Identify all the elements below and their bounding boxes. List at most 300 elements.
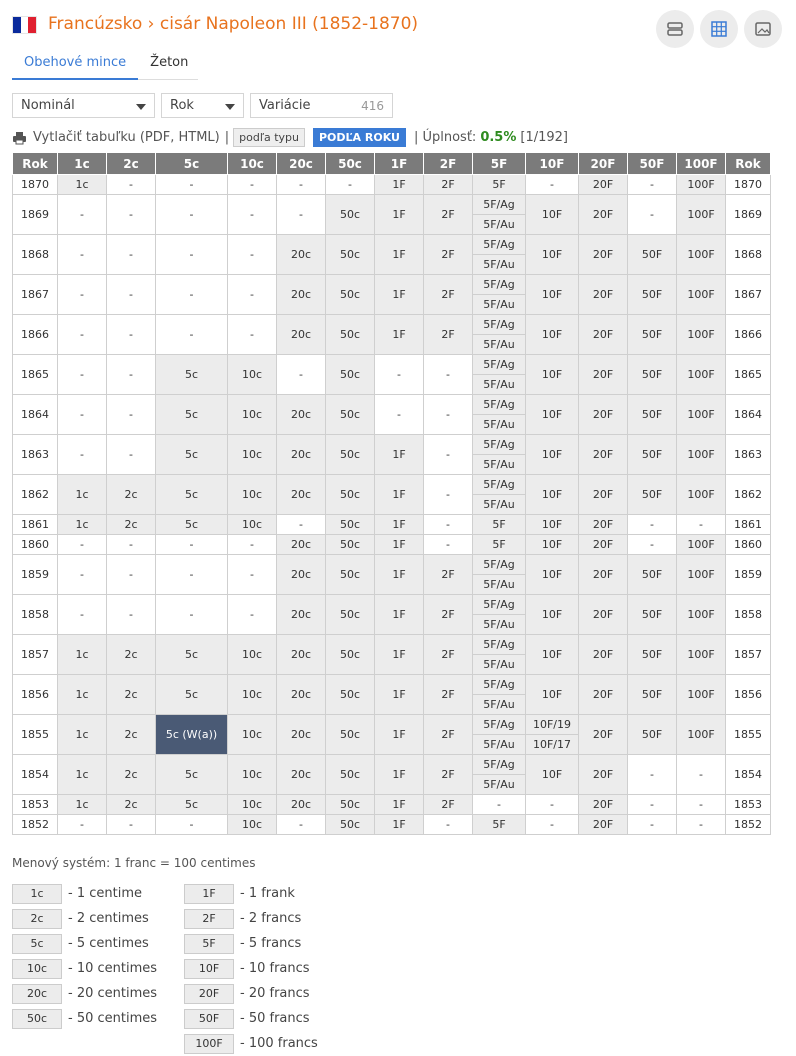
table-cell[interactable]: 10F — [526, 355, 579, 395]
table-cell[interactable]: 10F — [526, 395, 579, 435]
table-cell[interactable]: 5F/Au — [473, 335, 526, 355]
table-cell[interactable]: 1F — [375, 475, 424, 515]
sort-by-type-button[interactable]: podľa typu — [233, 128, 305, 147]
table-cell[interactable]: 100F — [677, 715, 726, 755]
table-cell[interactable]: 1c — [58, 175, 107, 195]
table-cell[interactable]: 100F — [677, 535, 726, 555]
table-cell[interactable]: 5c — [156, 355, 228, 395]
table-cell[interactable]: 2F — [424, 275, 473, 315]
table-cell[interactable]: 20c — [277, 555, 326, 595]
denomination-button[interactable]: 2F — [184, 909, 234, 929]
table-cell[interactable]: 100F — [677, 555, 726, 595]
table-cell[interactable]: 50c — [326, 195, 375, 235]
table-cell[interactable]: 20F — [579, 715, 628, 755]
table-cell[interactable]: 10c — [228, 475, 277, 515]
table-cell[interactable]: 20c — [277, 475, 326, 515]
denomination-button[interactable]: 1F — [184, 884, 234, 904]
table-cell[interactable]: 20c — [277, 635, 326, 675]
table-cell: - — [107, 535, 156, 555]
table-cell[interactable]: 10c — [228, 635, 277, 675]
table-cell[interactable]: 50c — [326, 315, 375, 355]
table-cell[interactable]: 20c — [277, 315, 326, 355]
table-cell[interactable]: 20F — [579, 195, 628, 235]
table-cell[interactable]: 1F — [375, 535, 424, 555]
table-cell[interactable]: 10F — [526, 435, 579, 475]
table-cell[interactable]: 20c — [277, 595, 326, 635]
table-cell[interactable]: 5c — [156, 475, 228, 515]
table-cell[interactable]: 50F — [628, 315, 677, 355]
table-cell: - — [277, 175, 326, 195]
table-cell: - — [58, 195, 107, 235]
column-header: 20c — [277, 153, 326, 175]
table-cell: - — [156, 815, 228, 835]
table-row — [13, 395, 771, 415]
table-cell: 1864 — [726, 395, 771, 435]
denomination-button[interactable]: 50c — [12, 1009, 62, 1029]
tab-obehove-mince[interactable]: Obehové mince — [12, 52, 138, 80]
table-cell: - — [228, 195, 277, 235]
table-cell[interactable]: 20F — [579, 235, 628, 275]
year-select[interactable] — [161, 93, 244, 118]
denomination-button[interactable]: 1c — [12, 884, 62, 904]
table-cell[interactable]: 5F/Ag — [473, 275, 526, 295]
table-cell: 1869 — [726, 195, 771, 235]
table-cell[interactable]: 2c — [107, 675, 156, 715]
table-cell[interactable]: 2c — [107, 755, 156, 795]
table-cell[interactable]: 5F/Ag — [473, 315, 526, 335]
list-view-icon — [666, 20, 684, 38]
table-cell[interactable]: 5F/Ag — [473, 435, 526, 455]
table-cell[interactable]: 20c — [277, 715, 326, 755]
table-cell[interactable]: 5F/Ag — [473, 635, 526, 655]
table-cell[interactable]: 10c — [228, 675, 277, 715]
table-cell[interactable]: 100F — [677, 675, 726, 715]
table-cell: - — [277, 515, 326, 535]
table-cell[interactable]: 1c — [58, 515, 107, 535]
table-cell[interactable]: 1F — [375, 815, 424, 835]
legend-item — [12, 1006, 157, 1031]
table-cell[interactable]: 10F/17 — [526, 735, 579, 755]
table-cell: 1854 — [13, 755, 58, 795]
table-cell: 1860 — [726, 535, 771, 555]
table-cell[interactable]: 5F — [473, 535, 526, 555]
table-cell[interactable]: 10F/19 — [526, 715, 579, 735]
table-cell[interactable]: 20c — [277, 275, 326, 315]
nominal-select[interactable] — [12, 93, 155, 118]
table-cell[interactable]: 50F — [628, 395, 677, 435]
table-cell: - — [375, 355, 424, 395]
denomination-button[interactable]: 2c — [12, 909, 62, 929]
table-cell[interactable]: 20c — [277, 675, 326, 715]
denomination-description: - 50 centimes — [68, 1011, 158, 1026]
table-cell[interactable]: 1F — [375, 195, 424, 235]
table-cell[interactable]: 2c — [107, 515, 156, 535]
table-cell[interactable]: 10F — [526, 755, 579, 795]
table-row — [13, 315, 771, 335]
table-cell[interactable]: 5c — [156, 795, 228, 815]
table-cell[interactable]: 20c — [277, 535, 326, 555]
table-cell[interactable]: 50c — [326, 815, 375, 835]
legend-item — [12, 931, 157, 956]
table-cell: 1858 — [13, 595, 58, 635]
table-cell: - — [424, 475, 473, 515]
table-cell[interactable]: 20F — [579, 515, 628, 535]
table-cell: - — [677, 515, 726, 535]
list-view-button[interactable] — [656, 10, 694, 48]
coin-type-tabs — [12, 52, 198, 80]
table-cell[interactable]: 5F/Ag — [473, 595, 526, 615]
table-cell[interactable]: 5F/Au — [473, 615, 526, 635]
table-cell[interactable]: 10F — [526, 195, 579, 235]
image-view-button[interactable] — [744, 10, 782, 48]
table-cell[interactable]: 1F — [375, 315, 424, 355]
table-cell[interactable]: 50F — [628, 235, 677, 275]
table-cell[interactable]: 5c — [156, 755, 228, 795]
table-cell[interactable]: 1F — [375, 175, 424, 195]
table-cell[interactable]: 2c — [107, 795, 156, 815]
table-cell[interactable]: 50c — [326, 275, 375, 315]
table-cell: - — [107, 815, 156, 835]
table-cell[interactable]: 10F — [526, 675, 579, 715]
table-cell[interactable]: 20c — [277, 435, 326, 475]
printer-icon[interactable] — [12, 131, 27, 145]
table-cell: - — [156, 595, 228, 635]
table-cell[interactable]: 10F — [526, 235, 579, 275]
table-cell[interactable]: 10F — [526, 275, 579, 315]
legend-item — [12, 981, 157, 1006]
table-cell[interactable]: 50F — [628, 435, 677, 475]
table-cell[interactable]: 2F — [424, 175, 473, 195]
table-cell[interactable]: 5F — [473, 515, 526, 535]
denomination-button[interactable]: 5F — [184, 934, 234, 954]
table-cell: - — [107, 315, 156, 355]
table-cell[interactable]: 10c — [228, 795, 277, 815]
table-cell[interactable]: 50c — [326, 435, 375, 475]
table-cell[interactable]: 5F — [473, 175, 526, 195]
table-cell[interactable]: 1c — [58, 715, 107, 755]
grid-icon — [710, 20, 728, 38]
variations-count: 416 — [361, 98, 384, 113]
table-cell: - — [424, 435, 473, 475]
table-cell[interactable]: 20c — [277, 395, 326, 435]
table-cell[interactable]: 10F — [526, 515, 579, 535]
table-cell[interactable]: 1F — [375, 795, 424, 815]
table-cell[interactable]: 20F — [579, 815, 628, 835]
france-flag-icon — [12, 16, 37, 34]
table-cell[interactable]: 100F — [677, 175, 726, 195]
table-cell[interactable]: 5c — [156, 435, 228, 475]
table-cell[interactable]: 5F/Au — [473, 695, 526, 715]
table-cell[interactable]: 2F — [424, 675, 473, 715]
legend-item — [184, 1006, 318, 1031]
table-cell: 1857 — [726, 635, 771, 675]
table-cell[interactable]: 10c — [228, 715, 277, 755]
table-cell[interactable]: 20F — [579, 315, 628, 355]
table-cell[interactable]: 20F — [579, 795, 628, 815]
denomination-button[interactable]: 20c — [12, 984, 62, 1004]
variations-field[interactable] — [250, 93, 393, 118]
table-cell: - — [277, 195, 326, 235]
table-cell[interactable]: 1F — [375, 275, 424, 315]
table-cell[interactable]: 50c — [326, 755, 375, 795]
table-cell[interactable]: 5c — [156, 635, 228, 675]
table-cell: 1853 — [13, 795, 58, 815]
table-cell[interactable]: 20F — [579, 355, 628, 395]
table-cell[interactable]: 1F — [375, 515, 424, 535]
table-cell[interactable]: 20F — [579, 175, 628, 195]
table-cell[interactable]: 100F — [677, 595, 726, 635]
table-cell[interactable]: 1c — [58, 795, 107, 815]
table-cell[interactable]: 5F/Au — [473, 575, 526, 595]
table-cell[interactable]: 1F — [375, 635, 424, 675]
table-view-button[interactable] — [700, 10, 738, 48]
table-cell[interactable]: 5F/Au — [473, 415, 526, 435]
table-cell[interactable]: 20F — [579, 395, 628, 435]
table-cell[interactable]: 5F/Au — [473, 375, 526, 395]
table-cell[interactable]: 1c — [58, 635, 107, 675]
table-cell: 1866 — [726, 315, 771, 355]
tab-zeton[interactable]: Žeton — [150, 55, 189, 70]
table-cell[interactable]: 10c — [228, 815, 277, 835]
column-header: 1c — [58, 153, 107, 175]
table-cell[interactable]: 5F — [473, 815, 526, 835]
image-icon — [754, 20, 772, 38]
table-cell[interactable]: 1c — [58, 755, 107, 795]
table-cell: - — [107, 355, 156, 395]
table-cell: - — [156, 175, 228, 195]
table-cell[interactable]: 50c — [326, 515, 375, 535]
table-row — [13, 715, 771, 735]
table-cell[interactable]: 100F — [677, 635, 726, 675]
table-cell[interactable]: 10c — [228, 515, 277, 535]
table-cell[interactable]: 1c — [58, 675, 107, 715]
denomination-button[interactable]: 5c — [12, 934, 62, 954]
table-cell[interactable]: 20F — [579, 595, 628, 635]
table-cell[interactable]: 50c — [326, 235, 375, 275]
table-cell[interactable]: 20c — [277, 235, 326, 275]
table-cell: - — [58, 535, 107, 555]
table-cell[interactable]: 5F/Au — [473, 775, 526, 795]
table-cell[interactable]: 50F — [628, 675, 677, 715]
table-cell[interactable]: 5F/Au — [473, 295, 526, 315]
table-cell: - — [228, 535, 277, 555]
table-cell[interactable]: 1F — [375, 435, 424, 475]
table-cell[interactable]: 100F — [677, 275, 726, 315]
table-cell[interactable]: 5F/Ag — [473, 755, 526, 775]
table-cell: 1854 — [726, 755, 771, 795]
table-cell[interactable]: 5F/Au — [473, 455, 526, 475]
table-cell[interactable]: 50c — [326, 715, 375, 755]
table-cell[interactable]: 2F — [424, 555, 473, 595]
denomination-description: - 5 centimes — [68, 936, 149, 951]
table-cell[interactable]: 50c — [326, 555, 375, 595]
table-row — [13, 755, 771, 775]
table-cell[interactable]: 50c — [326, 355, 375, 395]
table-cell[interactable]: 10c — [228, 755, 277, 795]
table-cell[interactable]: 5F/Au — [473, 655, 526, 675]
table-cell[interactable]: 50c — [326, 795, 375, 815]
table-cell[interactable]: 5F/Au — [473, 735, 526, 755]
table-cell[interactable]: 20F — [579, 755, 628, 795]
table-cell[interactable]: 10c — [228, 435, 277, 475]
table-row — [13, 535, 771, 555]
column-header: 5F — [473, 153, 526, 175]
table-cell[interactable]: 2F — [424, 235, 473, 275]
table-cell[interactable]: 50F — [628, 555, 677, 595]
table-cell: - — [58, 595, 107, 635]
table-cell[interactable]: 1c — [58, 475, 107, 515]
table-cell[interactable]: 2F — [424, 795, 473, 815]
table-cell: - — [107, 275, 156, 315]
table-cell[interactable]: 100F — [677, 195, 726, 235]
table-cell[interactable]: 2c — [107, 715, 156, 755]
table-cell[interactable]: 1F — [375, 595, 424, 635]
table-cell[interactable]: 2c — [107, 475, 156, 515]
column-header: 10F — [526, 153, 579, 175]
table-cell[interactable]: 1F — [375, 675, 424, 715]
table-cell[interactable]: 20F — [579, 555, 628, 595]
denomination-button[interactable]: 50F — [184, 1009, 234, 1029]
table-cell[interactable]: 50c — [326, 675, 375, 715]
legend-item — [184, 881, 318, 906]
table-cell: 1865 — [13, 355, 58, 395]
table-cell[interactable]: 5F/Ag — [473, 355, 526, 375]
table-cell: - — [58, 235, 107, 275]
table-cell: 1870 — [726, 175, 771, 195]
table-cell: 1867 — [726, 275, 771, 315]
table-cell[interactable]: 50c — [326, 595, 375, 635]
table-cell[interactable]: 2F — [424, 715, 473, 755]
page-title: Francúzsko › cisár Napoleon III (1852-1870) — [48, 14, 419, 34]
denomination-button[interactable]: 100F — [184, 1034, 234, 1054]
table-row — [13, 675, 771, 695]
table-cell[interactable]: 2F — [424, 635, 473, 675]
table-cell[interactable]: 50c — [326, 475, 375, 515]
table-cell[interactable]: 50F — [628, 715, 677, 755]
table-cell: - — [107, 395, 156, 435]
table-cell[interactable]: 100F — [677, 395, 726, 435]
table-cell[interactable]: 100F — [677, 435, 726, 475]
table-cell[interactable]: 50F — [628, 475, 677, 515]
table-cell[interactable]: 10F — [526, 315, 579, 355]
table-cell[interactable]: 50c — [326, 635, 375, 675]
table-cell[interactable]: 5c — [156, 395, 228, 435]
table-cell: 1863 — [13, 435, 58, 475]
table-cell[interactable]: 10c — [228, 395, 277, 435]
column-header: 2c — [107, 153, 156, 175]
table-cell[interactable]: 20c — [277, 795, 326, 815]
table-cell[interactable]: 10F — [526, 475, 579, 515]
table-cell[interactable]: 2c — [107, 635, 156, 675]
table-cell[interactable]: 1F — [375, 715, 424, 755]
table-cell[interactable]: 2F — [424, 755, 473, 795]
table-cell: - — [628, 175, 677, 195]
table-cell[interactable]: 1F — [375, 755, 424, 795]
table-cell: - — [526, 175, 579, 195]
table-cell: 1866 — [13, 315, 58, 355]
denomination-button[interactable]: 10c — [12, 959, 62, 979]
view-toggle-group — [656, 10, 782, 48]
table-cell[interactable]: 100F — [677, 355, 726, 395]
print-table-link[interactable]: Vytlačiť tabuľku (PDF, HTML) — [33, 130, 220, 145]
table-cell[interactable]: 5c — [156, 675, 228, 715]
table-cell: - — [58, 555, 107, 595]
table-cell[interactable]: 1F — [375, 555, 424, 595]
table-cell[interactable]: 50c — [326, 535, 375, 555]
table-cell[interactable]: 10F — [526, 535, 579, 555]
table-cell[interactable]: 10F — [526, 555, 579, 595]
denomination-description: - 2 francs — [240, 911, 302, 926]
table-cell[interactable]: 50F — [628, 355, 677, 395]
table-cell[interactable]: 50c — [326, 395, 375, 435]
table-cell[interactable]: 5c (W(a)) — [156, 715, 228, 755]
table-cell: - — [228, 275, 277, 315]
table-cell[interactable]: 20F — [579, 535, 628, 555]
table-cell: 1862 — [726, 475, 771, 515]
table-cell[interactable]: 100F — [677, 475, 726, 515]
sort-by-year-button[interactable]: PODĽA ROKU — [313, 128, 406, 147]
table-cell[interactable]: 5F/Au — [473, 495, 526, 515]
column-header: 20F — [579, 153, 628, 175]
denomination-description: - 50 francs — [240, 1011, 310, 1026]
table-cell: - — [628, 755, 677, 795]
table-cell: - — [628, 815, 677, 835]
table-cell[interactable]: 20F — [579, 675, 628, 715]
table-cell[interactable]: 1F — [375, 235, 424, 275]
table-cell[interactable]: 10F — [526, 595, 579, 635]
table-cell[interactable]: 50F — [628, 275, 677, 315]
table-cell[interactable]: 2F — [424, 195, 473, 235]
table-cell[interactable]: 5F/Ag — [473, 475, 526, 495]
table-cell[interactable]: 5F/Ag — [473, 195, 526, 215]
table-cell[interactable]: 20F — [579, 435, 628, 475]
table-row — [13, 815, 771, 835]
table-cell[interactable]: 20F — [579, 475, 628, 515]
currency-system-note: Menový systém: 1 franc = 100 centimes — [12, 856, 256, 870]
table-cell: - — [107, 555, 156, 595]
table-cell[interactable]: 5F/Ag — [473, 675, 526, 695]
table-cell[interactable]: 50F — [628, 635, 677, 675]
table-cell[interactable]: 5F/Au — [473, 215, 526, 235]
table-cell[interactable]: 5c — [156, 515, 228, 535]
table-cell: - — [228, 175, 277, 195]
table-cell[interactable]: 5F/Ag — [473, 235, 526, 255]
table-cell[interactable]: 100F — [677, 235, 726, 275]
denomination-button[interactable]: 10F — [184, 959, 234, 979]
table-cell[interactable]: 2F — [424, 595, 473, 635]
column-header: Rok — [726, 153, 771, 175]
table-cell[interactable]: 2F — [424, 315, 473, 355]
table-cell: 1868 — [726, 235, 771, 275]
table-row — [13, 195, 771, 215]
table-cell[interactable]: 20c — [277, 755, 326, 795]
table-cell[interactable]: 20F — [579, 275, 628, 315]
table-cell[interactable]: 100F — [677, 315, 726, 355]
table-cell[interactable]: 5F/Au — [473, 255, 526, 275]
table-cell: 1853 — [726, 795, 771, 815]
table-cell[interactable]: 5F/Ag — [473, 395, 526, 415]
denomination-button[interactable]: 20F — [184, 984, 234, 1004]
legend-item — [184, 981, 318, 1006]
table-cell[interactable]: 10c — [228, 355, 277, 395]
table-cell[interactable]: 5F/Ag — [473, 555, 526, 575]
table-row — [13, 235, 771, 255]
table-cell: - — [107, 195, 156, 235]
table-cell[interactable]: 20F — [579, 635, 628, 675]
table-cell[interactable]: 10F — [526, 635, 579, 675]
table-cell[interactable]: 5F/Ag — [473, 715, 526, 735]
table-cell[interactable]: 50F — [628, 595, 677, 635]
